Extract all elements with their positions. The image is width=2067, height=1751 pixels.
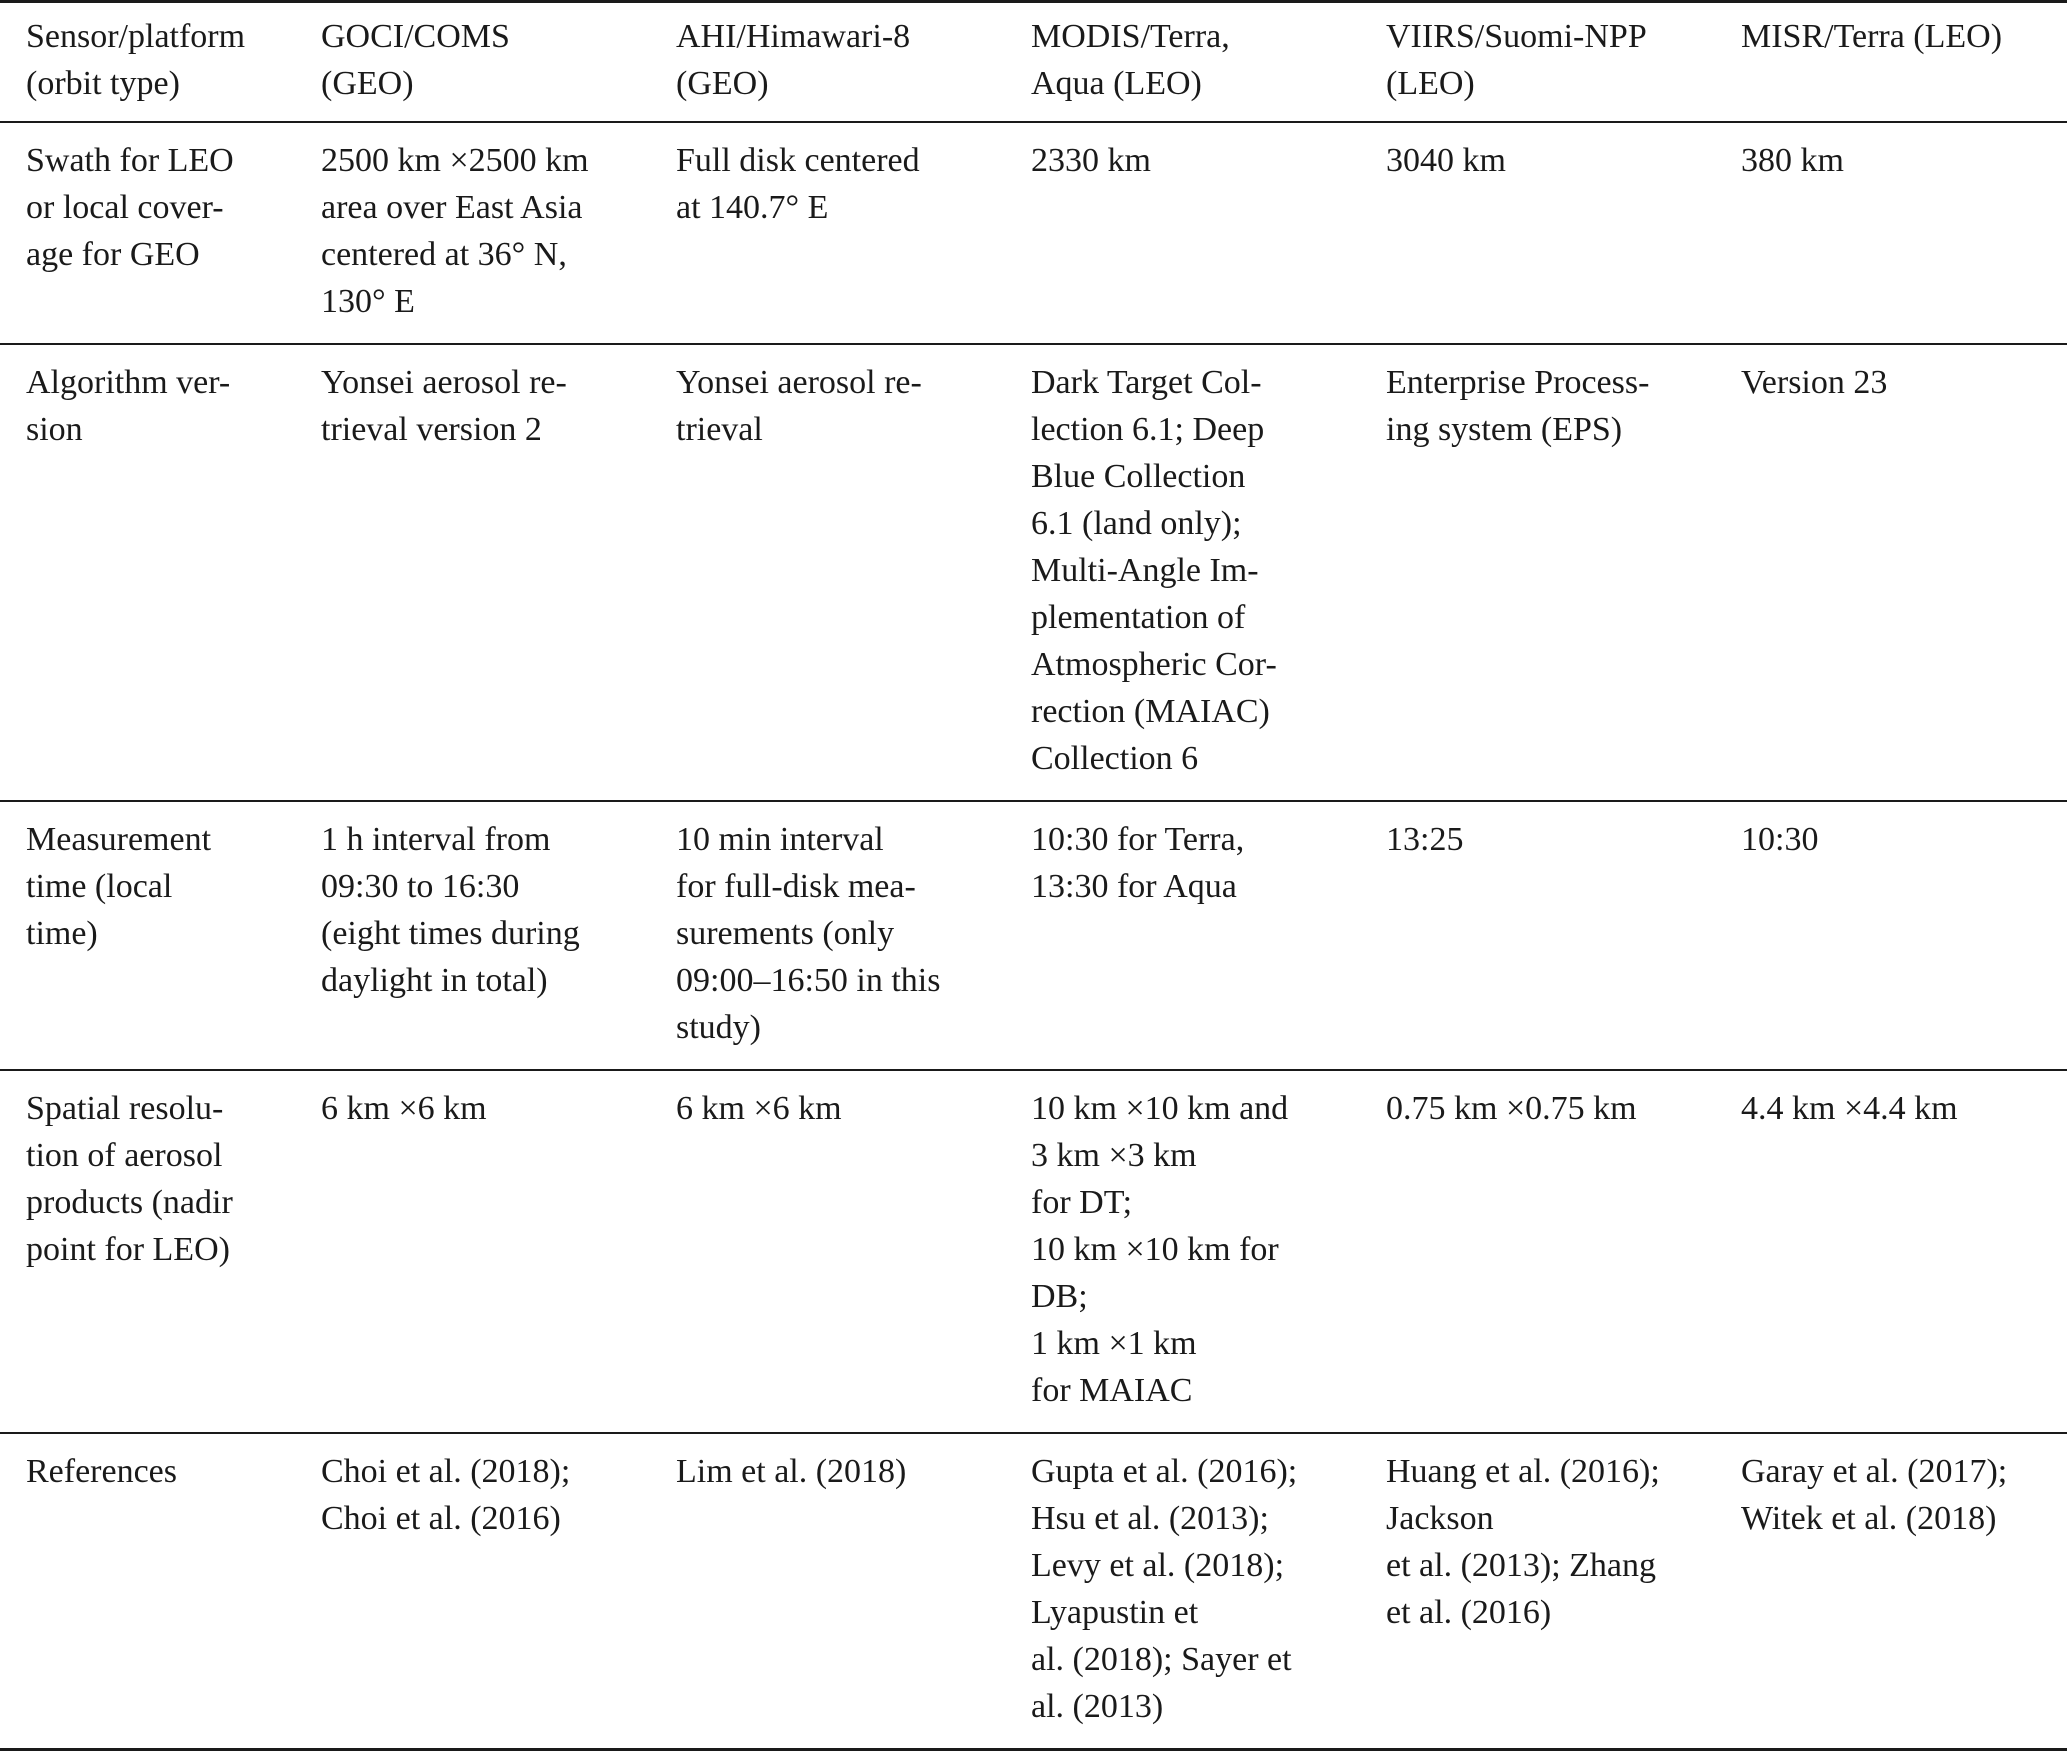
cell-ahi-measurement-time: 10 min interval for full-disk mea- surements (only 09:00–16:50 in this study) <box>676 821 941 1046</box>
cell-goci-algorithm: Yonsei aerosol re- trieval version 2 <box>321 364 567 448</box>
cell-goci-swath: 2500 km ×2500 km area over East Asia centered at 36° N, 130° E <box>321 142 589 320</box>
cell-ahi-spatial-resolution: 6 km ×6 km <box>676 1090 842 1127</box>
cell-modis-measurement-time: 10:30 for Terra, 13:30 for Aqua <box>1031 821 1245 905</box>
header-sensor-platform: Sensor/platform (orbit type) <box>26 18 246 102</box>
row-label-measurement-time: Measurement time (local time) <box>26 821 212 952</box>
cell-modis-references: Gupta et al. (2016); Hsu et al. (2013); Levy et al. (2018); Lyapustin et al. (2018); Sayer et al. (2013) <box>1031 1453 1298 1725</box>
cell-modis-spatial-resolution: 10 km ×10 km and 3 km ×3 km for DT; 10 km ×10 km for DB; 1 km ×1 km for MAIAC <box>1031 1090 1289 1409</box>
cell-ahi-references: Lim et al. (2018) <box>676 1453 907 1490</box>
header-viirs-suomi-npp: VIIRS/Suomi-NPP (LEO) <box>1386 18 1647 102</box>
cell-viirs-measurement-time: 13:25 <box>1386 821 1464 858</box>
cell-misr-measurement-time: 10:30 <box>1741 821 1819 858</box>
cell-misr-references: Garay et al. (2017); Witek et al. (2018) <box>1741 1453 2008 1537</box>
cell-modis-algorithm: Dark Target Col- lection 6.1; Deep Blue Collection 6.1 (land only); Multi-Angle Im- plementation of Atmospheric Cor- rection (MAIAC) Collection 6 <box>1031 364 1277 777</box>
cell-viirs-spatial-resolution: 0.75 km ×0.75 km <box>1386 1090 1637 1127</box>
header-goci-coms: GOCI/COMS (GEO) <box>321 18 510 102</box>
header-ahi-himawari: AHI/Himawari-8 (GEO) <box>676 18 911 102</box>
cell-misr-algorithm: Version 23 <box>1741 364 1888 401</box>
cell-ahi-swath: Full disk centered at 140.7° E <box>676 142 920 226</box>
cell-modis-swath: 2330 km <box>1031 142 1151 179</box>
table-row-references <box>0 1433 2067 1750</box>
row-label-swath: Swath for LEO or local cover- age for GEO <box>26 142 234 273</box>
header-misr-terra: MISR/Terra (LEO) <box>1741 18 2003 55</box>
table-row-algorithm <box>0 344 2067 801</box>
row-label-spatial-resolution: Spatial resolu- tion of aerosol products (nadir point for LEO) <box>26 1090 233 1268</box>
table-row-measurement-time <box>0 801 2067 1070</box>
cell-misr-swath: 380 km <box>1741 142 1844 179</box>
table-header-row <box>0 2 2067 123</box>
row-label-references: References <box>26 1453 178 1490</box>
header-modis-terra-aqua: MODIS/Terra, Aqua (LEO) <box>1031 18 1230 102</box>
cell-goci-measurement-time: 1 h interval from 09:30 to 16:30 (eight times during daylight in total) <box>321 821 580 999</box>
table-row-spatial-resolution <box>0 1070 2067 1433</box>
cell-goci-spatial-resolution: 6 km ×6 km <box>321 1090 487 1127</box>
cell-viirs-references: Huang et al. (2016); Jackson et al. (2013); Zhang et al. (2016) <box>1386 1453 1660 1631</box>
row-label-algorithm: Algorithm ver- sion <box>26 364 231 448</box>
cell-ahi-algorithm: Yonsei aerosol re- trieval <box>676 364 922 448</box>
cell-viirs-algorithm: Enterprise Process- ing system (EPS) <box>1386 364 1650 448</box>
table-row-swath <box>0 122 2067 344</box>
cell-viirs-swath: 3040 km <box>1386 142 1506 179</box>
cell-goci-references: Choi et al. (2018); Choi et al. (2016) <box>321 1453 571 1537</box>
cell-misr-spatial-resolution: 4.4 km ×4.4 km <box>1741 1090 1958 1127</box>
